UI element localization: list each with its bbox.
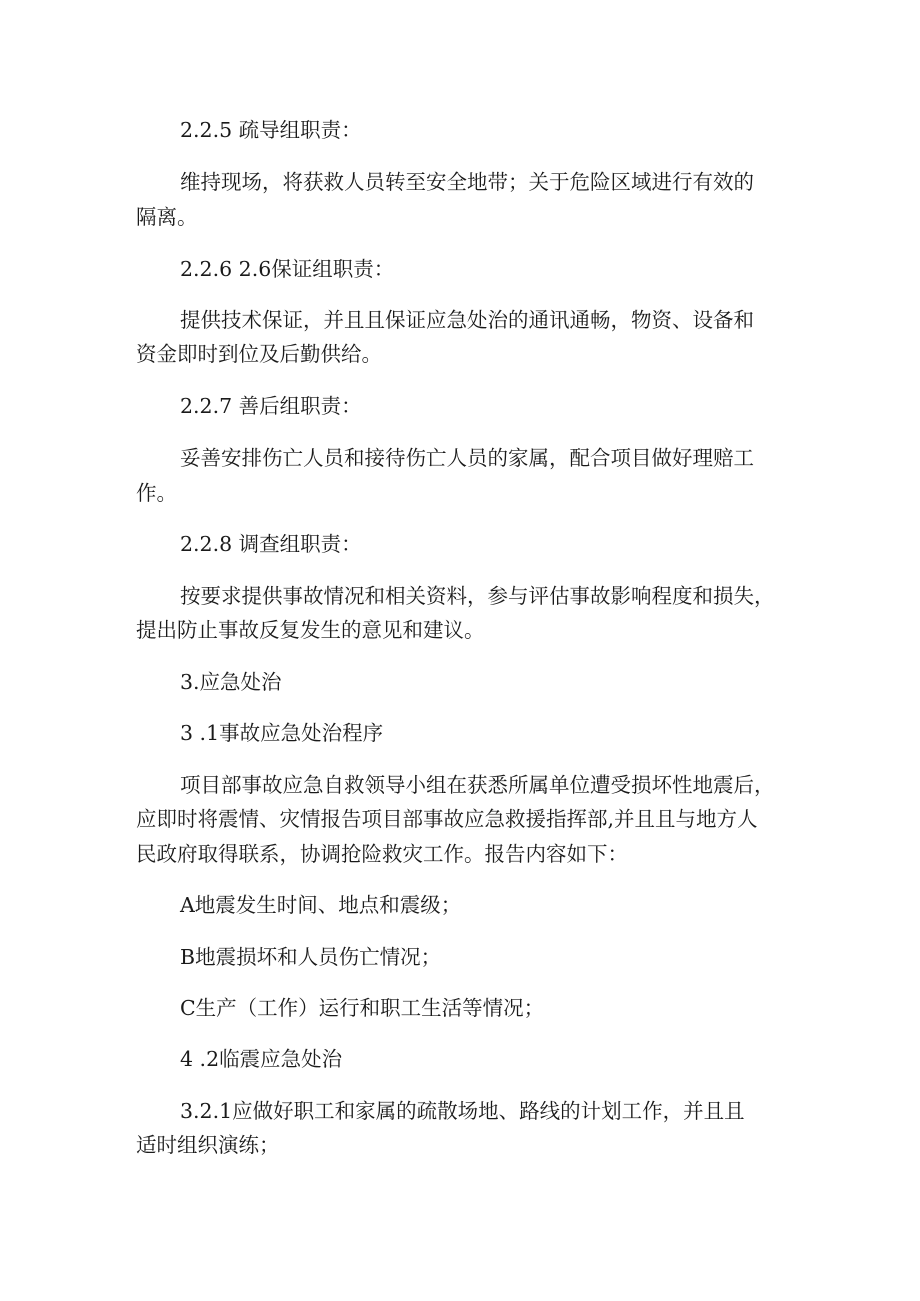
paragraph-line: 维持现场，将获救人员转至安全地带；关于危险区域进行有效的 (180, 170, 754, 194)
paragraph-line: 应即时将震情、灾情报告项目部事故应急救援指挥部,并且且与地方人 (136, 807, 758, 831)
list-item-c: C生产（工作）运行和职工生活等情况； (180, 996, 545, 1020)
paragraph-line: 资金即时到位及后勤供给。 (136, 342, 382, 366)
list-item-a: A地震发生时间、地点和震级； (180, 893, 462, 917)
paragraph-line: 按要求提供事故情况和相关资料，参与评估事故影响程度和损失， (180, 584, 775, 608)
paragraph-line: 项目部事故应急自救领导小组在获悉所属单位遭受损坏性地震后， (180, 773, 775, 797)
heading-2-2-8: 2.2.8 调查组职责： (180, 532, 362, 556)
heading-2-2-5: 2.2.5 疏导组职责： (180, 118, 362, 142)
paragraph-line: 隔离。 (136, 205, 198, 229)
paragraph-line: 作。 (136, 481, 177, 505)
section-heading-4-2: 4 .2临震应急处治 (180, 1047, 343, 1071)
paragraph-line: 提供技术保证，并且且保证应急处治的通讯通畅，物资、设备和 (180, 308, 754, 332)
paragraph-line: 提出防止事故反复发生的意见和建议。 (136, 618, 485, 642)
paragraph-line: 妥善安排伤亡人员和接待伤亡人员的家属，配合项目做好理赔工 (180, 446, 754, 470)
section-heading-3-1: 3 .1事故应急处治程序 (180, 721, 384, 745)
paragraph-line: 民政府取得联系，协调抢险救灾工作。报告内容如下： (136, 842, 628, 866)
heading-2-2-7: 2.2.7 善后组职责： (180, 394, 362, 418)
paragraph-line: 适时组织演练； (136, 1133, 280, 1157)
heading-2-2-6: 2.2.6 2.6保证组职责： (180, 257, 395, 281)
paragraph-line: 3.2.1应做好职工和家属的疏散场地、路线的计划工作，并且且 (180, 1099, 745, 1123)
section-heading-3: 3.应急处治 (180, 670, 282, 694)
list-item-b: B地震损坏和人员伤亡情况； (180, 945, 442, 969)
